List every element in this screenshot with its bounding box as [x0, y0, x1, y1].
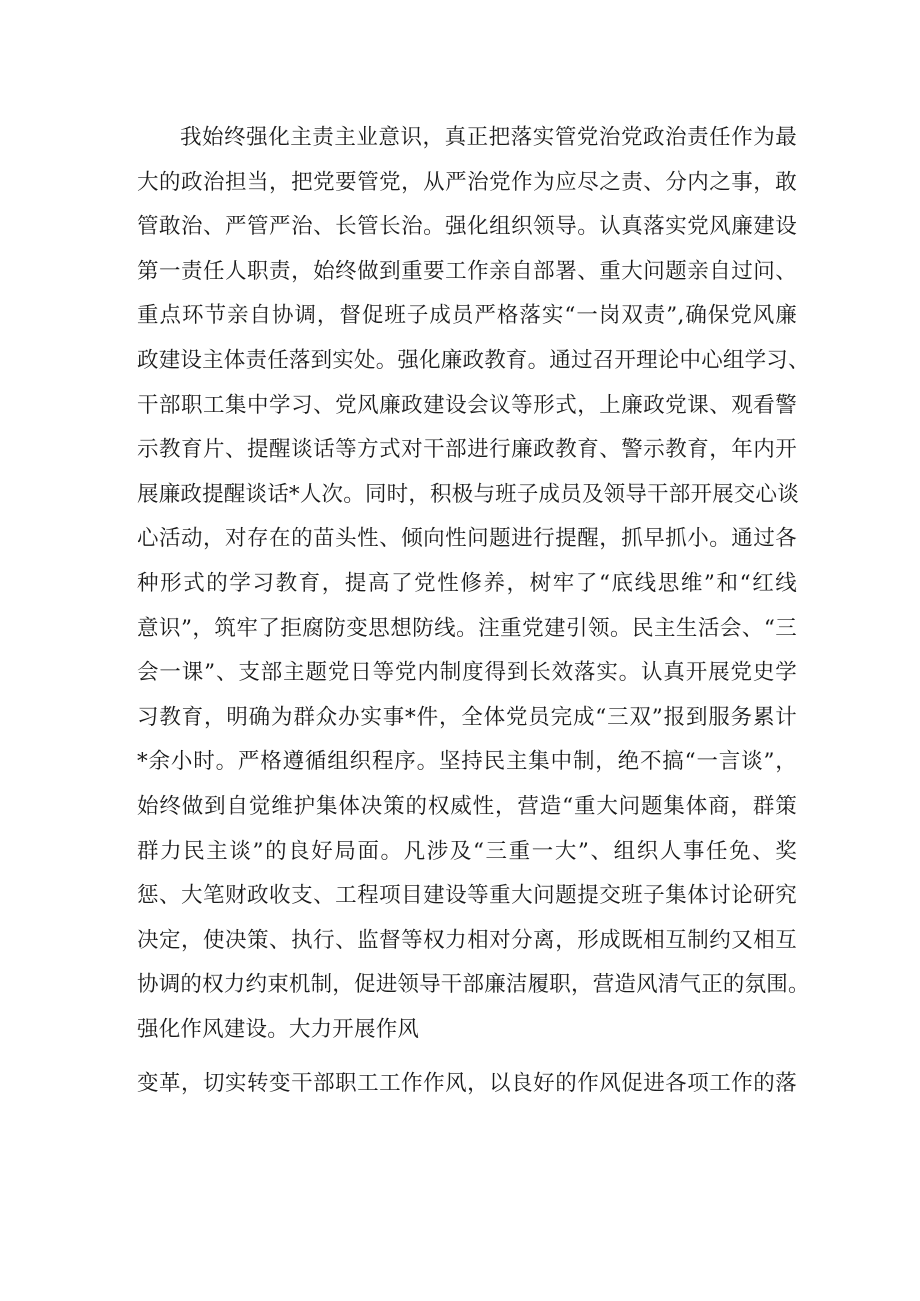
paragraph-line: 政建设主体责任落到实处。强化廉政教育。通过召开理论中心组学习、 [137, 347, 810, 373]
paragraph-line: *余小时。严格遵循组织程序。坚持民主集中制，绝不搞“一言谈”， [137, 749, 797, 775]
paragraph-line: 管敢治、严管严治、长管长治。强化组织领导。认真落实党风廉建设 [137, 214, 797, 240]
paragraph-line: 强化作风建设。大力开展作风 [137, 1016, 420, 1042]
paragraph-line: 决定，使决策、执行、监督等权力相对分离，形成既相互制约又相互 [137, 927, 797, 953]
paragraph-line: 惩、大笔财政收支、工程项目建设等重大问题提交班子集体讨论研究 [137, 883, 797, 909]
paragraph-line: 干部职工集中学习、党风廉政建设会议等形式，上廉政党课、观看警 [137, 392, 797, 418]
paragraph-line: 我始终强化主责主业意识，真正把落实管党治党政治责任作为最 [180, 125, 797, 150]
paragraph-line: 会一课”、支部主题党日等党内制度得到长效落实。认真开展党史学 [137, 660, 797, 686]
paragraph-line: 群力民主谈”的良好局面。凡涉及“三重一大”、组织人事任免、奖 [137, 838, 797, 864]
paragraph-line: 始终做到自觉维护集体决策的权威性，营造“重大问题集体商，群策 [137, 793, 797, 819]
paragraph-line: 大的政治担当，把党要管党，从严治党作为应尽之责、分内之事，敢 [137, 169, 797, 195]
paragraph-line: 种形式的学习教育，提高了党性修养，树牢了“底线思维”和“红线 [137, 570, 797, 596]
paragraph-line: 示教育片、提醒谈话等方式对干部进行廉政教育、警示教育，年内开 [137, 437, 797, 463]
document-body [137, 116, 810, 1107]
paragraph-line: 变革，切实转变干部职工工作作风，以良好的作风促进各项工作的落 [137, 1071, 797, 1097]
paragraph-line: 第一责任人职责，始终做到重要工作亲自部署、重大问题亲自过问、 [137, 258, 797, 284]
paragraph-line: 展廉政提醒谈话*人次。同时，积极与班子成员及领导干部开展交心谈 [137, 481, 799, 507]
paragraph-gap [137, 1052, 797, 1062]
paragraph-line: 重点环节亲自协调，督促班子成员严格落实“一岗双责”,确保党风廉 [137, 303, 797, 329]
paragraph-line: 协调的权力约束机制，促进领导干部廉洁履职，营造风清气正的氛围。 [137, 972, 810, 998]
paragraph-line: 习教育，明确为群众办实事*件，全体党员完成“三双”报到服务累计 [137, 704, 797, 730]
paragraph-line: 心活动，对存在的苗头性、倾向性问题进行提醒，抓早抓小。通过各 [137, 526, 797, 552]
paragraph-line: 意识”，筑牢了拒腐防变思想防线。注重党建引领。民主生活会、“三 [137, 615, 797, 641]
